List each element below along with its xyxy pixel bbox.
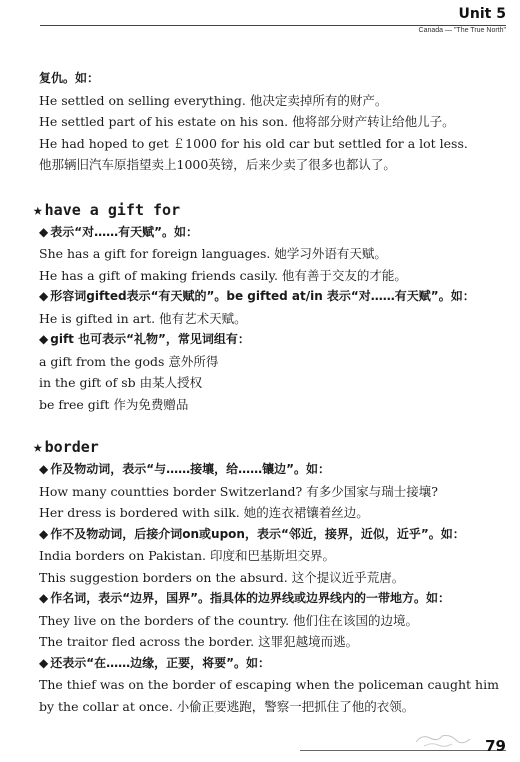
- entry-heading-border: [33, 435, 509, 459]
- diamond-icon: ◆: [39, 462, 49, 476]
- header-divider: [40, 25, 506, 26]
- usage-text: gift 也可表示“礼物”，常见词组有：: [50, 332, 250, 346]
- heading-text: have a gift for: [44, 200, 181, 219]
- example-line: The traitor fled across the border. 这罪犯越境而逃。: [39, 634, 359, 649]
- usage-text: 还表示“在……边缘，正要，将要”。如：: [50, 655, 271, 670]
- star-icon: ★: [33, 437, 43, 456]
- usage-note: [39, 286, 509, 308]
- page-content: [33, 68, 509, 717]
- usage-note: [39, 222, 509, 244]
- diamond-icon: ◆: [39, 224, 49, 239]
- usage-text: 作不及物动词，后接介词on或upon，表示“邻近，接界，近似，近乎”。如：: [50, 526, 465, 541]
- diamond-icon: ◆: [39, 332, 49, 346]
- phrase-line: be free gift 作为免费赠品: [39, 396, 189, 412]
- world-map-icon: [412, 730, 472, 750]
- unit-subtitle: Canada — "The True North": [418, 27, 506, 34]
- diamond-icon: ◆: [39, 289, 49, 303]
- usage-note: [39, 329, 509, 351]
- note-line: 复仇。如：: [39, 71, 100, 85]
- example-line: The thief was on the border of escaping when the policeman caught him by the collar at once. 小偷正要逃跑，警察一把抓住了他的衣领。: [39, 677, 499, 714]
- usage-text: 作名词，表示“边界，国界”。指具体的边界线或边界线内的一带地方。如：: [50, 591, 451, 605]
- example-line: This suggestion borders on the absurd. 这个提议近乎荒唐。: [39, 569, 405, 585]
- example-line: He had hoped to get ￡1000 for his old car but settled for a lot less.: [39, 135, 468, 151]
- usage-text: 作及物动词，表示“与……接壤，给……镶边”。如：: [50, 462, 331, 476]
- heading-text: border: [44, 438, 99, 456]
- usage-note: [39, 524, 509, 546]
- footer-divider: [300, 750, 506, 751]
- diamond-icon: ◆: [39, 655, 49, 670]
- translation-line: 他那辆旧汽车原指望卖上1000英镑，后来少卖了很多也都认了。: [39, 157, 396, 172]
- star-icon: ★: [33, 199, 43, 219]
- usage-note: [39, 459, 509, 481]
- example-line: He is gifted in art. 他有艺术天赋。: [39, 310, 247, 326]
- example-line: He has a gift of making friends casily. 他有善于交友的才能。: [39, 267, 407, 283]
- diamond-icon: ◆: [39, 591, 49, 605]
- usage-text: 表示“对……有天赋”。如：: [50, 224, 199, 239]
- unit-title: Unit 5: [458, 6, 506, 22]
- example-line: India borders on Pakistan. 印度和巴基斯坦交界。: [39, 548, 335, 563]
- phrase-line: a gift from the gods 意外所得: [39, 353, 219, 369]
- usage-note: [39, 588, 509, 610]
- usage-note: [39, 653, 509, 675]
- diamond-icon: ◆: [39, 526, 49, 541]
- example-line: Her dress is bordered with silk. 她的连衣裙镶着丝边。: [39, 505, 369, 520]
- example-line: She has a gift for foreign languages. 她学习外语有天赋。: [39, 246, 387, 261]
- page-number: 79: [485, 737, 506, 755]
- example-line: They live on the borders of the country. 他们住在该国的边境。: [39, 612, 419, 628]
- entry-heading-gift: [33, 198, 509, 222]
- example-line: He settled on selling everything. 他决定卖掉所有的财产。: [39, 92, 388, 108]
- usage-text: 形容词gifted表示“有天赋的”。be gifted at/in 表示“对……有天赋”。如：: [50, 289, 475, 303]
- phrase-line: in the gift of sb 由某人授权: [39, 375, 203, 390]
- example-line: He settled part of his estate on his son. 他将部分财产转让给他儿子。: [39, 114, 455, 129]
- example-line: How many countties border Switzerland? 有多少国家与瑞士接壤?: [39, 483, 438, 499]
